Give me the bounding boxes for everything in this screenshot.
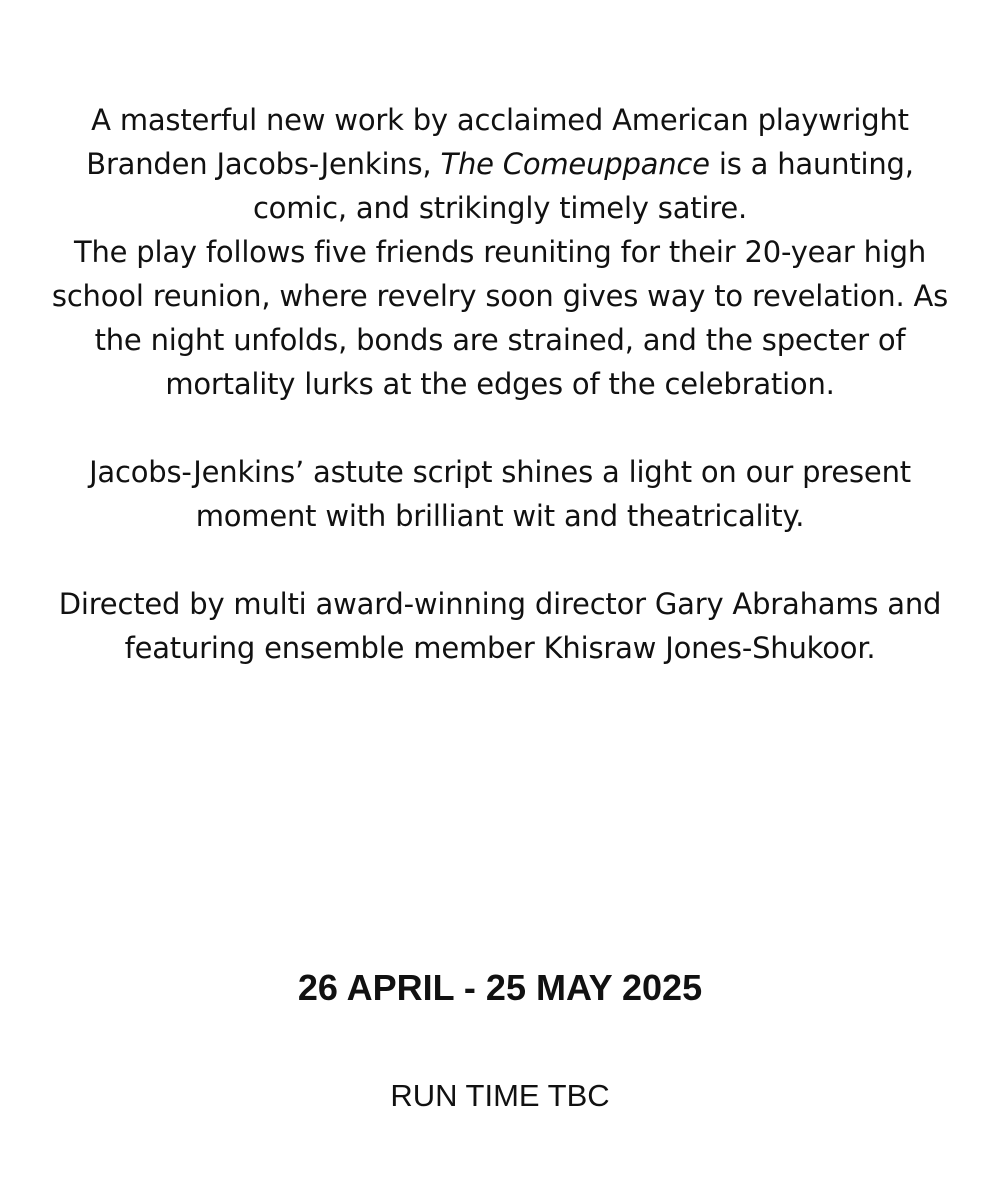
script-paragraph: Jacobs-Jenkins’ astute script shines a light on our present moment with brilliant wit and theatricality. <box>89 455 911 533</box>
intro-text: A masterful new work by acclaimed American playwright Branden Jacobs-Jenkins, <box>86 103 909 181</box>
credits-paragraph: Directed by multi award-winning director Gary Abrahams and featuring ensemble member Khisraw Jones-Shukoor. <box>58 587 942 665</box>
paragraph-spacer <box>40 538 960 582</box>
intro-text-end: is a haunting, comic, and strikingly timely satire. <box>252 147 914 225</box>
season-dates: 26 APRIL - 25 MAY 2025 <box>297 967 703 1008</box>
run-time: RUN TIME TBC <box>390 1078 610 1113</box>
intro-paragraph <box>40 98 960 230</box>
paragraph-spacer <box>40 406 960 450</box>
play-title: The Comeuppance <box>440 147 710 181</box>
show-description <box>40 98 960 670</box>
plot-paragraph: The play follows five friends reuniting for their 20-year high school reunion, where revelry soon gives way to revelation. As the night unfolds, bonds are strained, and the specter of mortality lurks at the edges of the celebration. <box>51 235 949 401</box>
